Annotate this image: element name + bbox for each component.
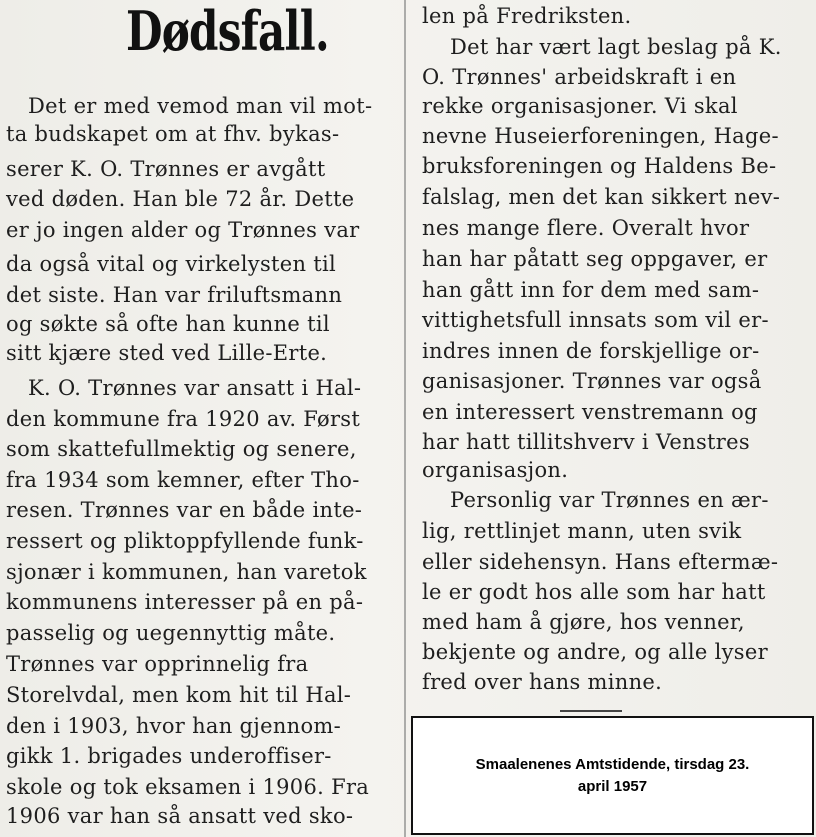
text-line: indres innen de forskjellige or- bbox=[422, 339, 760, 363]
text-line: sitt kjære sted ved Lille-Erte. bbox=[6, 341, 328, 365]
text-line: han gått inn for dem med sam- bbox=[422, 278, 760, 302]
text-line: lig, rettlinjet mann, uten svik bbox=[422, 519, 742, 543]
text-line: resen. Trønnes var en både inte- bbox=[6, 498, 363, 522]
text-line: Trønnes var opprinnelig fra bbox=[6, 652, 309, 676]
text-line: eller sidehensyn. Hans eftermæ- bbox=[422, 550, 779, 574]
text-line: en interessert venstremann og bbox=[422, 400, 758, 424]
text-line: Det er med vemod man vil mot- bbox=[28, 94, 373, 118]
text-line: passelig og uegennyttig måte. bbox=[6, 621, 336, 645]
text-line: 1906 var han så ansatt ved sko- bbox=[6, 804, 354, 828]
text-line: fred over hans minne. bbox=[422, 670, 663, 694]
text-line: er jo ingen alder og Trønnes var bbox=[6, 218, 360, 242]
text-line: ressert og pliktoppfyllende funk- bbox=[6, 529, 364, 553]
text-line: len på Fredriksten. bbox=[422, 4, 632, 28]
text-line: den kommune fra 1920 av. Først bbox=[6, 407, 361, 431]
source-caption-line: Smaalenenes Amtstidende, tirsdag 23. bbox=[475, 755, 750, 773]
text-line: det siste. Han var friluftsmann bbox=[6, 283, 343, 307]
text-line: O. Trønnes' arbeidskraft i en bbox=[422, 65, 737, 89]
text-line: Personlig var Trønnes en ær- bbox=[450, 488, 769, 512]
text-line: den i 1903, hvor han gjennom- bbox=[6, 714, 342, 738]
text-line: har hatt tillitshverv i Venstres bbox=[422, 430, 750, 454]
text-line: bekjente og andre, og alle lyser bbox=[422, 640, 768, 664]
text-line: Storelvdal, men kom hit til Hal- bbox=[6, 683, 352, 707]
headline: Dødsfall. bbox=[126, 0, 329, 63]
text-line: rekke organisasjoner. Vi skal bbox=[422, 94, 738, 118]
text-line: han har påtatt seg oppgaver, er bbox=[422, 247, 768, 271]
text-line: Det har vært lagt beslag på K. bbox=[450, 35, 782, 59]
text-line: bruksforeningen og Haldens Be- bbox=[422, 154, 777, 178]
text-line: le er godt hos alle som har hatt bbox=[422, 580, 766, 604]
source-caption-line: april 1957 bbox=[577, 777, 648, 795]
text-line: organisasjon. bbox=[422, 458, 569, 482]
text-line: kommunens interesser på en på- bbox=[6, 590, 364, 614]
text-line: K. O. Trønnes var ansatt i Hal- bbox=[28, 376, 362, 400]
text-line: da også vital og virkelysten til bbox=[6, 252, 337, 276]
text-line: ganisasjoner. Trønnes var også bbox=[422, 369, 762, 393]
left-column bbox=[0, 0, 400, 837]
column-divider bbox=[404, 0, 406, 837]
text-line: falslag, men det kan sikkert nev- bbox=[422, 185, 781, 209]
text-line: med ham å gjøre, hos venner, bbox=[422, 610, 745, 634]
text-line: serer K. O. Trønnes er avgått bbox=[6, 157, 326, 181]
text-line: vittighetsfull innsats som vil er- bbox=[422, 308, 769, 332]
text-line: sjonær i kommunen, han varetok bbox=[6, 560, 367, 584]
text-line: fra 1934 som kemner, efter Tho- bbox=[6, 468, 360, 492]
text-line: og søkte så ofte han kunne til bbox=[6, 312, 330, 336]
text-line: skole og tok eksamen i 1906. Fra bbox=[6, 775, 370, 799]
text-line: gikk 1. brigades underoffiser- bbox=[6, 744, 332, 768]
text-line: nes mange flere. Overalt hvor bbox=[422, 216, 750, 240]
end-rule bbox=[560, 710, 622, 712]
text-line: ved døden. Han ble 72 år. Dette bbox=[6, 187, 355, 211]
text-line: som skattefullmektig og senere, bbox=[6, 437, 357, 461]
text-line: ta budskapet om at fhv. bykas- bbox=[6, 122, 340, 146]
text-line: nevne Huseierforeningen, Hage- bbox=[422, 124, 779, 148]
source-caption-box bbox=[411, 716, 814, 835]
